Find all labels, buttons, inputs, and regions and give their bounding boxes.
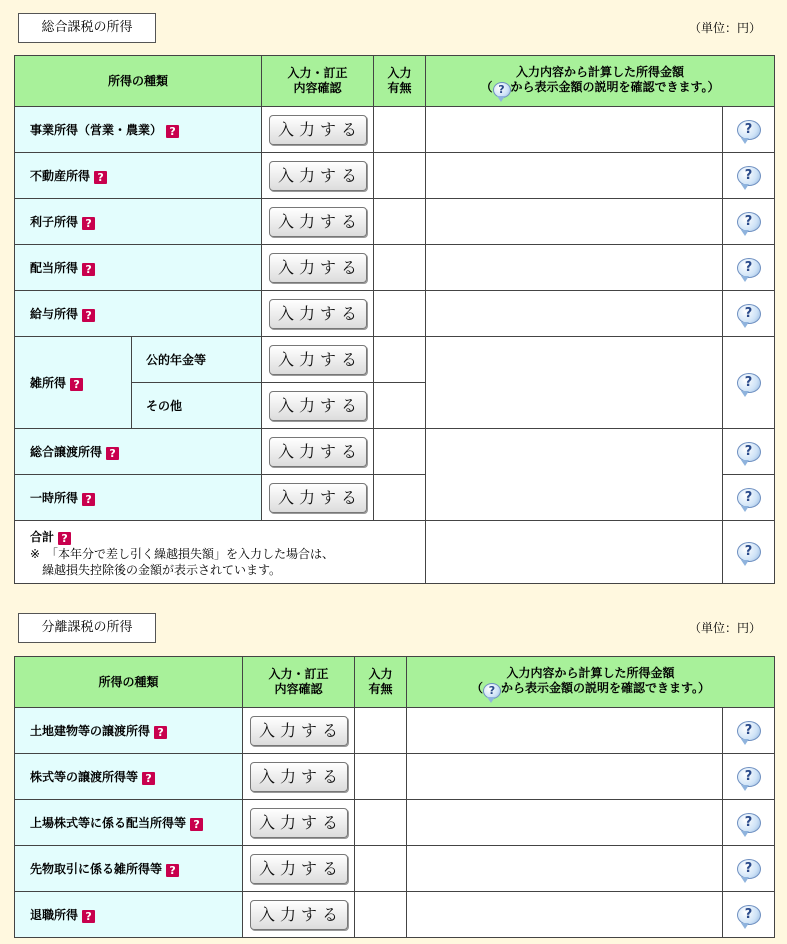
separate-income-table (14, 656, 775, 938)
has-input-cell (374, 291, 426, 337)
unit-label-general: （単位：円） (688, 21, 761, 35)
col-header-amount: 入力内容から計算した所得金額 （ ? から表示金額の説明を確認できます。） (426, 56, 775, 107)
input-button-temporary[interactable]: 入力する (269, 483, 367, 513)
amount-help-icon[interactable]: ? (737, 304, 761, 324)
help-icon[interactable]: ? (58, 532, 71, 545)
has-input-cell (374, 337, 426, 383)
help-icon[interactable]: ? (82, 309, 95, 322)
amount-cell (426, 429, 723, 521)
has-input-cell (374, 107, 426, 153)
amount-help-icon[interactable]: ? (737, 905, 761, 925)
amount-cell (407, 800, 723, 846)
row-label-stock: 株式等の譲渡所得等 ? (15, 754, 243, 800)
unit-label-separate: （単位：円） (688, 621, 761, 635)
amount-help-icon[interactable]: ? (737, 813, 761, 833)
table-row (15, 429, 775, 475)
row-label-misc: 雑所得 ? (15, 337, 132, 429)
amount-cell (426, 245, 723, 291)
help-bubble-icon: ? (483, 683, 501, 699)
row-label-land: 土地建物等の譲渡所得 ? (15, 708, 243, 754)
row-label-interest: 利子所得 ? (15, 199, 262, 245)
col-header-amount: 入力内容から計算した所得金額 （ ? から表示金額の説明を確認できます。） (407, 657, 775, 708)
table-row (15, 892, 775, 938)
help-icon[interactable]: ? (94, 171, 107, 184)
input-button-listed-dividend[interactable]: 入力する (250, 808, 348, 838)
amount-cell (426, 291, 723, 337)
amount-help-icon[interactable]: ? (737, 859, 761, 879)
help-icon[interactable]: ? (82, 263, 95, 276)
amount-help-icon[interactable]: ? (737, 542, 761, 562)
row-label-business: 事業所得（営業・農業） ? (15, 107, 262, 153)
help-icon[interactable]: ? (154, 726, 167, 739)
has-input-cell (374, 245, 426, 291)
amount-cell (407, 754, 723, 800)
row-label-realestate: 不動産所得 ? (15, 153, 262, 199)
amount-help-icon[interactable]: ? (737, 166, 761, 186)
input-button-stock[interactable]: 入力する (250, 762, 348, 792)
amount-help-icon[interactable]: ? (737, 212, 761, 232)
input-button-retirement[interactable]: 入力する (250, 900, 348, 930)
table-row (15, 291, 775, 337)
row-label-misc-pension: 公的年金等 (132, 337, 262, 383)
input-button-realestate[interactable]: 入力する (269, 161, 367, 191)
has-input-cell (355, 708, 407, 754)
help-icon[interactable]: ? (142, 772, 155, 785)
row-label-futures: 先物取引に係る雑所得等 ? (15, 846, 243, 892)
table-row (15, 107, 775, 153)
total-label: 合計 (30, 529, 55, 544)
row-label-transfer: 総合譲渡所得 ? (15, 429, 262, 475)
has-input-cell (374, 153, 426, 199)
has-input-cell (374, 429, 426, 475)
amount-help-icon[interactable]: ? (737, 721, 761, 741)
amount-cell (407, 708, 723, 754)
amount-cell (426, 199, 723, 245)
amount-cell (426, 153, 723, 199)
help-icon[interactable]: ? (70, 378, 83, 391)
table-row (15, 199, 775, 245)
total-row (15, 521, 775, 584)
has-input-cell (374, 199, 426, 245)
row-label-salary: 給与所得 ? (15, 291, 262, 337)
help-icon[interactable]: ? (190, 818, 203, 831)
amount-cell (426, 337, 723, 429)
help-icon[interactable]: ? (82, 217, 95, 230)
has-input-cell (355, 892, 407, 938)
col-header-type: 所得の種類 (15, 56, 262, 107)
total-note-line1: ※ 「本年分で差し引く繰越損失額」を入力した場合は、 (30, 546, 335, 561)
input-button-land[interactable]: 入力する (250, 716, 348, 746)
section-title-separate: 分離課税の所得 (18, 613, 156, 643)
col-header-input: 入力・訂正 内容確認 (262, 56, 374, 107)
amount-help-icon[interactable]: ? (737, 258, 761, 278)
total-note-line2: 繰越損失控除後の金額が表示されています。 (30, 562, 282, 577)
input-button-futures[interactable]: 入力する (250, 854, 348, 884)
row-label-listed-dividend: 上場株式等に係る配当所得等 ? (15, 800, 243, 846)
amount-help-icon[interactable]: ? (737, 767, 761, 787)
row-label-misc-other: その他 (132, 383, 262, 429)
table-row (15, 245, 775, 291)
has-input-cell (374, 475, 426, 521)
input-button-business[interactable]: 入力する (269, 115, 367, 145)
help-icon[interactable]: ? (106, 447, 119, 460)
table-row (15, 153, 775, 199)
table-row (15, 708, 775, 754)
row-label-temporary: 一時所得 ? (15, 475, 262, 521)
has-input-cell (374, 383, 426, 429)
row-label-dividend: 配当所得 ? (15, 245, 262, 291)
help-icon[interactable]: ? (82, 910, 95, 923)
input-button-dividend[interactable]: 入力する (269, 253, 367, 283)
table-row (15, 846, 775, 892)
input-button-misc-other[interactable]: 入力する (269, 391, 367, 421)
table-row (15, 800, 775, 846)
col-header-type: 所得の種類 (15, 657, 243, 708)
has-input-cell (355, 800, 407, 846)
has-input-cell (355, 754, 407, 800)
total-label-cell (15, 521, 426, 584)
section-title-general: 総合課税の所得 (18, 13, 156, 43)
amount-help-icon[interactable]: ? (737, 488, 761, 508)
amount-cell (426, 107, 723, 153)
amount-help-icon[interactable]: ? (737, 442, 761, 462)
help-icon[interactable]: ? (166, 864, 179, 877)
help-bubble-icon: ? (493, 82, 511, 98)
help-icon[interactable]: ? (166, 125, 179, 138)
row-label-retirement: 退職所得 ? (15, 892, 243, 938)
table-row (15, 337, 775, 383)
input-button-misc-pension[interactable]: 入力する (269, 345, 367, 375)
col-header-input: 入力・訂正 内容確認 (243, 657, 355, 708)
general-income-table (14, 55, 775, 584)
total-amount-cell (426, 521, 723, 584)
col-header-has: 入力 有無 (374, 56, 426, 107)
input-button-salary[interactable]: 入力する (269, 299, 367, 329)
amount-help-icon[interactable]: ? (737, 373, 761, 393)
table-row (15, 754, 775, 800)
input-button-transfer[interactable]: 入力する (269, 437, 367, 467)
amount-help-icon[interactable]: ? (737, 120, 761, 140)
amount-cell (407, 846, 723, 892)
input-button-interest[interactable]: 入力する (269, 207, 367, 237)
col-header-has: 入力 有無 (355, 657, 407, 708)
amount-cell (407, 892, 723, 938)
has-input-cell (355, 846, 407, 892)
help-icon[interactable]: ? (82, 493, 95, 506)
